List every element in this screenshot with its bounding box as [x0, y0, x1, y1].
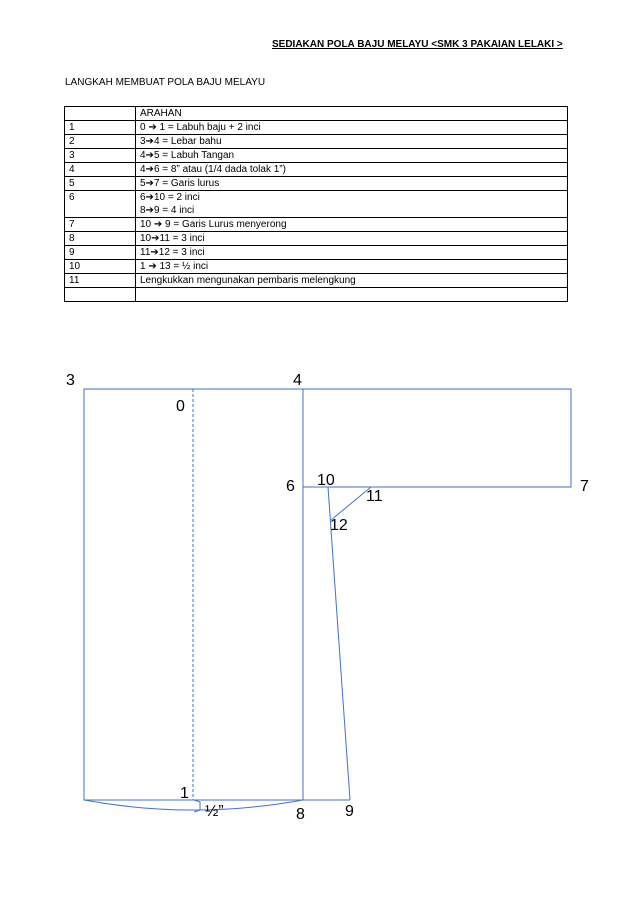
- step-instruction: [136, 274, 568, 288]
- instruction-line: 6➔10 = 2 inci: [140, 192, 200, 203]
- step-number: [65, 288, 136, 302]
- step-number: 6: [65, 191, 136, 218]
- step-number: 5: [65, 177, 136, 191]
- steps-table: [64, 106, 568, 302]
- half-inch-label: ½”: [205, 803, 224, 820]
- instruction-line: 1 ➔ 13 = ½ inci: [140, 261, 209, 272]
- table-row: [65, 274, 568, 288]
- point-label-9: 9: [345, 803, 354, 820]
- table-row: [65, 260, 568, 274]
- instruction-line: 11➔12 = 3 inci: [140, 247, 205, 258]
- page-header: SEDIAKAN POLA BAJU MELAYU <SMK 3 PAKAIAN LELAKI >: [272, 39, 563, 50]
- table-row: [65, 232, 568, 246]
- table-row: [65, 177, 568, 191]
- step-instruction: [136, 121, 568, 135]
- section-subtitle: LANGKAH MEMBUAT POLA BAJU MELAYU: [65, 77, 266, 88]
- point-label-6: 6: [286, 478, 295, 495]
- step-number: 9: [65, 246, 136, 260]
- table-row: [65, 288, 568, 302]
- step-number: 7: [65, 218, 136, 232]
- underarm-line: [331, 487, 371, 520]
- step-number: 8: [65, 232, 136, 246]
- point-label-11: 11: [366, 488, 383, 505]
- step-instruction: [136, 260, 568, 274]
- table-row: [65, 149, 568, 163]
- point-label-7: 7: [580, 478, 589, 495]
- step-number: 1: [65, 121, 136, 135]
- step-instruction: [136, 246, 568, 260]
- table-header-instruction: ARAHAN: [136, 107, 568, 121]
- instruction-line: 4➔5 = Labuh Tangan: [140, 150, 235, 161]
- step-instruction: [136, 218, 568, 232]
- step-number: 2: [65, 135, 136, 149]
- instruction-line: 10➔11 = 3 inci: [140, 233, 205, 244]
- instruction-line: 5➔7 = Garis lurus: [140, 178, 220, 189]
- step-number: 11: [65, 274, 136, 288]
- step-instruction: [136, 177, 568, 191]
- point-label-10: 10: [317, 472, 335, 489]
- instruction-line: Lengkukkan mengunakan pembaris melengkung: [140, 275, 356, 286]
- table-row: [65, 246, 568, 260]
- step-instruction: [136, 149, 568, 163]
- pattern-diagram: [0, 355, 638, 825]
- table-header-row: [65, 107, 568, 121]
- table-header-num: [65, 107, 136, 121]
- point-label-1: 1: [180, 785, 189, 802]
- table-row: [65, 121, 568, 135]
- table-row: [65, 135, 568, 149]
- table-row: [65, 191, 568, 218]
- sleeve-outline: [303, 389, 571, 487]
- step-instruction: [136, 163, 568, 177]
- hem-curve: [84, 800, 303, 810]
- table-row: [65, 163, 568, 177]
- instruction-line: 4➔6 = 8” atau (1/4 dada tolak 1”): [140, 164, 286, 175]
- step-instruction: [136, 232, 568, 246]
- point-label-3: 3: [66, 372, 75, 389]
- instruction-line: 3➔4 = Lebar bahu: [140, 136, 222, 147]
- point-label-0: 0: [176, 398, 185, 415]
- instruction-line: 0 ➔ 1 = Labuh baju + 2 inci: [140, 122, 261, 133]
- step-instruction: [136, 288, 568, 302]
- step-instruction: [136, 135, 568, 149]
- step-instruction: [136, 191, 568, 218]
- instruction-line: 8➔9 = 4 inci: [140, 205, 195, 216]
- table-row: [65, 218, 568, 232]
- point-label-12: 12: [330, 517, 348, 534]
- step-number: 4: [65, 163, 136, 177]
- step-number: 10: [65, 260, 136, 274]
- step-number: 3: [65, 149, 136, 163]
- point-label-4: 4: [293, 372, 302, 389]
- instruction-line: 10 ➔ 9 = Garis Lurus menyerong: [140, 219, 287, 230]
- point-label-8: 8: [296, 806, 305, 823]
